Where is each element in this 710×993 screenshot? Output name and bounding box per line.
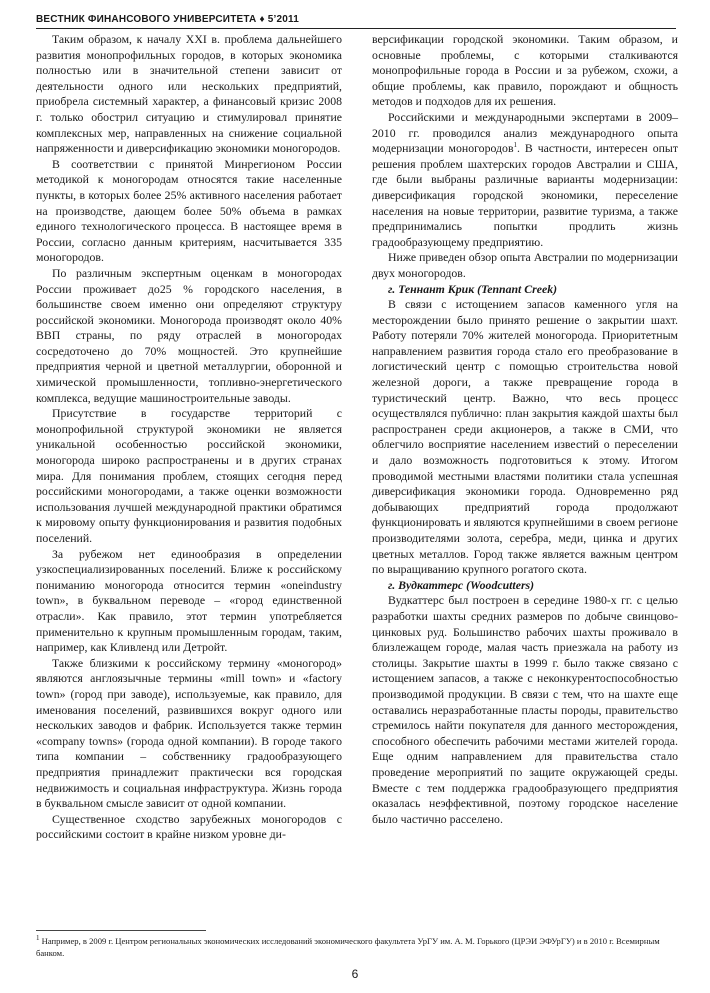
page-number: 6 [351,967,359,981]
paragraph-7: Существенное сходство зарубежных моногородов с российскими состоит в крайне низком уровне ди- [36,811,342,842]
subheading-tennant-creek: г. Теннант Крик (Tennant Creek) [388,281,558,296]
left-column [36,32,342,843]
footnote-mark: 1 [36,934,40,943]
footnote-text: Например, в 2009 г. Центром региональных экономических исследований экономического факультета УрГУ им. А. М. Горького (ЦРЭИ ЭФУрГУ) и в 2010 г. Всемирным банком. [36,936,660,958]
journal-header: ВЕСТНИК ФИНАНСОВОГО УНИВЕРСИТЕТА ♦ 5’2011 [36,14,299,25]
paragraph-experts-end: . В частности, интересен опыт решения проблем шахтерских городов Австралии и США, где были выбраны различные варианты модернизации: диверсификация городской экономики, переселение населения на новые территории, развитие туризма, а также предпринимались попытки продлить жизнь градообразующему предприятию. [372,141,678,249]
paragraph-5: За рубежом нет единообразия в определении узкоспециализированных поселений. Ближе к российскому пониманию моногорода относится термин «oneindustry town», в буквальном переводе – «город единственной отрасли». Как правило, этот термин употребляется применительно к крупным промышленным городам, таким, например, как Кливленд или Детройт. [36,546,342,655]
paragraph-6: Также близкими к российскому термину «моногород» являются англоязычные термины «mill town» и «factory town» (город при заводе), используемые, как правило, для именования поселений, развившихся вокруг одного или нескольких заводов и фабрик. Используется также термин «company towns» (города одной компании). В городе такого типа компании – собственнику градообразующего предприятия принадлежит практически вся городская недвижимость и социальная инфраструктура. Жизнь города в буквальном смысле зависит от одной компании. [36,655,342,811]
footnote [36,935,676,959]
paragraph-2: В соответствии с принятой Минрегионом России методикой к моногородам относятся такие населенные пункты, в которых более 25% активного населения работает на производстве, дающем более 50% объема в рамках единого технологического процесса. В настоящее время в России, согласно данным критериям, насчитывается 335 моногородов. [36,156,342,265]
header-rule [36,28,676,29]
paragraph-experts [372,110,678,250]
paragraph-continued: версификации городской экономики. Таким образом, и основные проблемы, с которыми сталкиваются монопрофильные города в России и за рубежом, схожи, а общие проблемы, как правило, порождают и общность методов и подходов для их решения. [372,32,678,109]
footnote-reference: 1 [513,141,518,150]
right-column [372,32,678,827]
footnote-rule [36,930,206,931]
paragraph-woodcutters: Вудкаттерс был построен в середине 1980-х гг. с целью разработки шахты средних размеров по добыче свинцово-цинковых руд. Большинство рабочих шахты проживало в близлежащем городе, малая часть приезжала на работу из столицы. Закрытие шахты в 1999 г. было также связано с истощением запасов, а также с неконкурентоспособностью производимой продукции. В связи с тем, что на шахте еще оставались неразработанные пласты породы, правительство стремилось найти покупателя для данного месторождения, способного обеспечить рабочими местами жителей города. Еще одним направлением для правительства стало проведение мероприятий по защите окружающей среды. Вместе с тем поддержка градообразующего предприятия оказалась неэффективной, поэтому городское население было частично расселено. [372,593,678,826]
paragraph-4: Присутствие в государстве территорий с монопрофильной структурой экономики не является уникальной особенностью российской экономики, моногорода широко распространены и в других странах мира. Для понимания проблем, стоящих сегодня перед российскими моногородами, а также оценки возможности использования лучшей международной практики обратимся к мировому опыту функционирования и развития подобных поселений. [36,406,342,545]
paragraph-overview: Ниже приведен обзор опыта Австралии по модернизации двух моногородов. [372,250,678,280]
paragraph-experts-start: Российскими и международными экспертами в 2009–2010 гг. проводился анализ международного опыта модернизации моногородов [372,109,678,156]
paragraph-tennant-creek: В связи с истощением запасов каменного угля на месторождении было принято решение о закрытии шахт. Работу потеряли 70% жителей моногорода. Приоритетным направлением развития города стало его преобразование в логистический центр с помощью строительства новой железной дороги, а также превращение города в туристический центр. Важно, что весь процесс осуществлялся публично: план закрытия каждой шахты был распространен среди акционеров, а также в СМИ, что облегчило восприятие населением известий о переселении и дало возможность подготовиться к этому. Итогом проводимой местными властями политики стала успешная диверсификация экономики города. Одновременно ряд добывающих предприятий города продолжают функционировать и являются крупнейшими в своем регионе производителями золота, серебра, меди, цинка и других цветных металлов. Город также является важным центром по выращиванию крупного рогатого скота. [372,297,678,577]
subheading-woodcutters: г. Вудкаттерс (Woodcutters) [388,577,535,592]
paragraph-1: Таким образом, к началу XXI в. проблема дальнейшего развития монопрофильных городов, в которых экономика полностью или в значительной степени зависит от деятельности одного или нескольких предприятий, приобрела системный характер, а финансовый кризис 2008 г. только обострил ситуацию и стимулировал принятие комплексных мер, направленных на снижение социальной напряженности и диверсификацию экономики моногородов. [36,32,342,156]
paragraph-3: По различным экспертным оценкам в моногородах России проживает до25 % городского населения, в большинстве своем именно они определяют структуру российской экономики. Моногорода производят около 40% ВВП страны, по ряду отраслей в моногородах сосредоточено до 70% мощностей. Это крупнейшие предприятия черной и цветной металлургии, оборонной и химической промышленности, топливно-энергетического комплекса, ведущие машиностроительные заводы. [36,265,342,405]
